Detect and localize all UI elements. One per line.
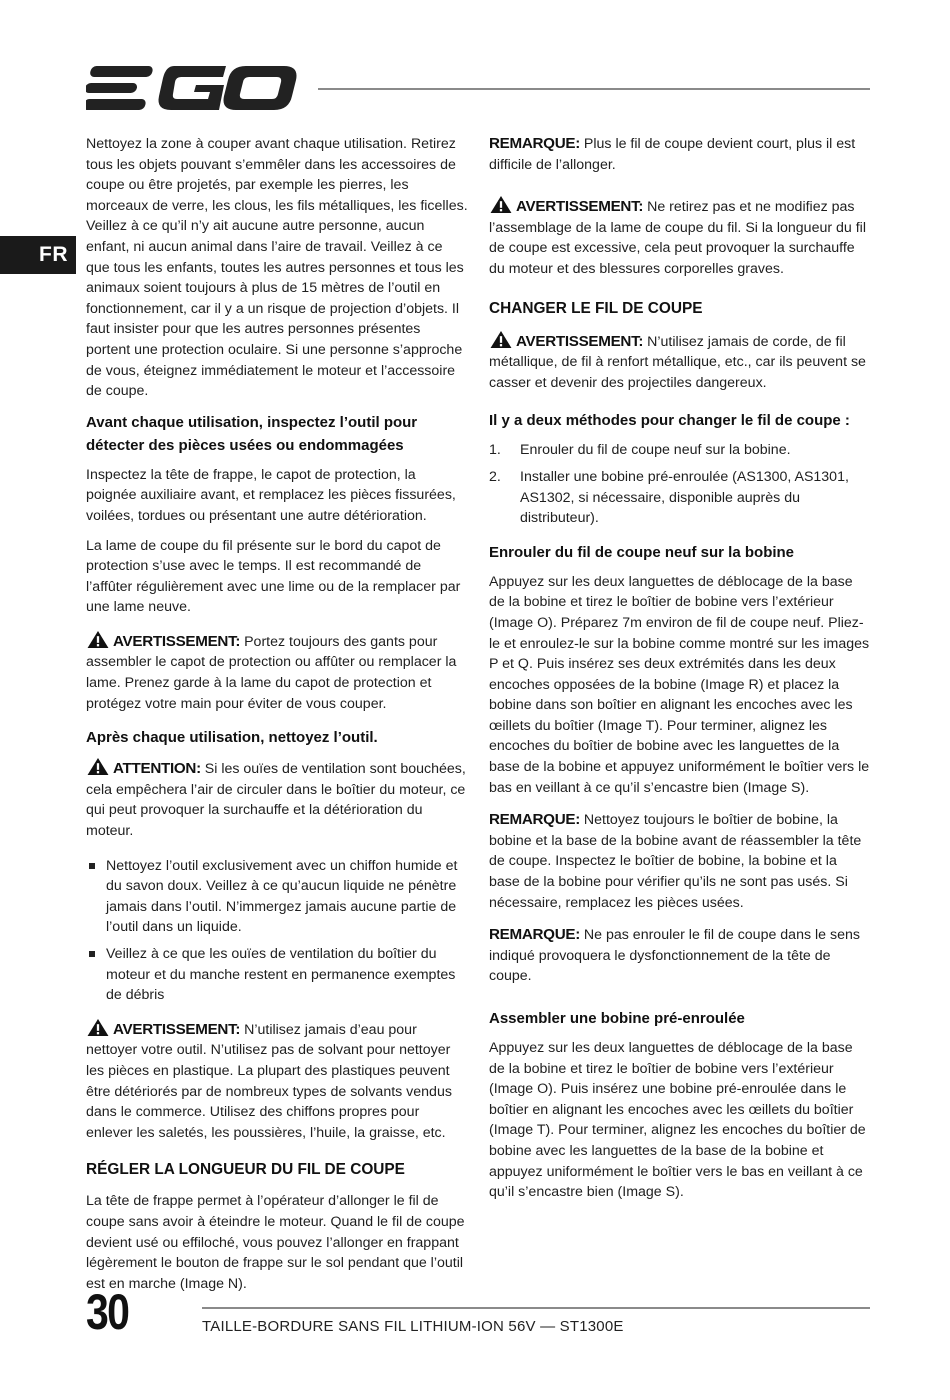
warning-label: AVERTISSEMENT: xyxy=(113,1020,241,1038)
wind-heading: Enrouler du fil de coupe neuf sur la bobine xyxy=(489,543,795,561)
warning-triangle-icon xyxy=(86,757,110,776)
remark-label: REMARQUE: xyxy=(489,926,580,944)
remark-text: Ne pas enrouler le fil de coupe dans le sens indiqué provoquera le dysfonctionnement de la tête de coupe. xyxy=(489,927,860,985)
prewound-heading: Assembler une bobine pré-enroulée xyxy=(489,1010,745,1027)
warning-text: N’utilisez jamais d’eau pour nettoyer votre outil. N’utilisez pas de solvant pour nettoyer les pièces en plastique. La plupart des plastiques peuvent être détériorés par de nombreux types de solvants vendus dans le commerce. Utilisez des chiffons propres pour enlever les saletés, les poussières, l’huile, la graisse, etc. xyxy=(86,1021,452,1141)
left-column xyxy=(86,134,468,1303)
bullet-text: Veillez à ce que les ouïes de ventilation du boîtier du moteur et du manche restent en permanence exemptes de débris xyxy=(106,946,456,1004)
remark-label: REMARQUE: xyxy=(489,135,580,152)
warning-triangle-icon xyxy=(86,630,110,649)
bullet-text: Nettoyez l’outil exclusivement avec un chiffon humide et du savon doux. Veillez à ce qu’aucun liquide ne pénètre jamais dans l’outil. N’immergez jamais aucune partie de l’outil dans un liquide. xyxy=(106,857,458,936)
warning-triangle-icon xyxy=(489,330,513,349)
prewound-paragraph: Appuyez sur les deux languettes de déblocage de la base de la bobine et tirez le boîtier de bobine vers l’extérieur (Image O). Puis insérez une bobine pré-enroulée dans le boîtier en alignant les encoches avec les œillets du boîtier (Image T). Pour terminer, alignez les encoches du boîtier de bobine avec les languettes de la base de la bobine et appuyez uniformément le boîtier vers le bas en veillant à ce qu’il s’encastre bien (Image S). xyxy=(489,1040,866,1201)
remark-clean-spool xyxy=(489,810,871,913)
warning-water xyxy=(86,1018,468,1144)
remark-text: Nettoyez toujours le boîtier de bobine, la bobine et la base de la bobine avant de réassembler la tête de coupe. Inspectez le boîtier de bobine, la bobine et la base de la bobine pour vérifier qu’ils ne sont pas usés. Si nécessaire, remplacez les pièces usées. xyxy=(489,812,862,911)
warning-rope xyxy=(489,330,871,394)
list-item xyxy=(86,944,468,1006)
warning-blade-assembly xyxy=(489,195,871,279)
warning-label: AVERTISSEMENT: xyxy=(516,332,644,350)
length-paragraph: La tête de frappe permet à l’opérateur d’allonger le fil de coupe sans avoir à éteindre le moteur. Quand le fil de coupe devient usé ou effiloché, vous pouvez l’allonger en frappant légèrement le bouton de frappe sur le sol pendant que l’outil est en marche (Image N). xyxy=(86,1193,465,1292)
inspect-heading: Avant chaque utilisation, inspectez l’outil pour détecter des pièces usées ou endommagées xyxy=(86,413,418,454)
page-number: 30 xyxy=(86,1284,129,1340)
warning-triangle-icon xyxy=(489,195,513,214)
attention-text: Si les ouïes de ventilation sont bouchées, cela empêchera l’air de circuler dans le boîtier du moteur, ce qui peut provoquer la surchauffe et la détérioration du moteur. xyxy=(86,761,466,840)
warning-label: AVERTISSEMENT: xyxy=(516,198,644,216)
header-rule xyxy=(318,88,870,90)
bullet-square-icon xyxy=(89,863,95,869)
step-number: 1. xyxy=(489,442,501,459)
attention-label: ATTENTION: xyxy=(113,760,201,778)
warning-text: Ne retirez pas et ne modifiez pas l’assemblage de la lame de coupe du fil. Si la longueur du fil de coupe est excessive, cela peut provoquer la surchauffe du moteur et des blessures corporelles graves. xyxy=(489,199,866,277)
warning-text: N’utilisez jamais de corde, de fil métallique, de fil à renfort métallique, etc., car ils peuvent se casser et devenir des projectiles dangereux. xyxy=(489,333,866,391)
step-text: Installer une bobine pré-enroulée (AS1300, AS1301, AS1302, si nécessaire, disponible auprès du distributeur). xyxy=(520,468,849,527)
list-item xyxy=(489,440,871,461)
language-tab: FR xyxy=(0,236,76,274)
methods-heading: Il y a deux méthodes pour changer le fil de coupe : xyxy=(489,412,850,430)
warning-label: AVERTISSEMENT: xyxy=(113,632,241,650)
change-line-section-title: CHANGER LE FIL DE COUPE xyxy=(489,299,703,317)
length-section-title: RÉGLER LA LONGUEUR DU FIL DE COUPE xyxy=(86,1161,405,1179)
inspect-paragraph-1: Inspectez la tête de frappe, le capot de protection, la poignée auxiliaire avant, et remplacez les pièces fissurées, voilées, tordues ou présentant une autre détérioration. xyxy=(86,466,456,524)
intro-paragraph: Nettoyez la zone à couper avant chaque utilisation. Retirez tous les objets pouvant s’emmêler dans les accessoires de coupe ou être projetés, par exemple les pierres, les morceaux de verre, les clous, les fils métalliques, les ficelles. Veillez à ce qu’il n’y ait aucune autre personne, aucun enfant, ni aucun animal dans l’aire de travail. Veillez à ce que tous les enfants, toutes les autres personnes et tous les animaux soient toujours à plus de 15 mètres de l’outil en fonctionnement, car il y a un risque de projection d’objets. Il faut insister pour que les autres personnes présentes portent une protection oculaire. Si une personne s’approche de vous, éteignez immédiatement le moteur et l’accessoire de coupe. xyxy=(86,136,468,400)
remark-wind-direction xyxy=(489,925,871,987)
warning-text: Portez toujours des gants pour assembler le capot de protection ou affûter ou remplacer la lame. Prenez garde à la lame du capot de protection et protégez votre main pour éviter de vous couper. xyxy=(86,633,457,712)
warning-triangle-icon xyxy=(86,1018,110,1037)
cleaning-bullet-list xyxy=(86,856,468,1006)
ego-logo xyxy=(86,64,298,112)
footer-rule xyxy=(202,1307,870,1309)
warning-gloves xyxy=(86,630,468,714)
list-item xyxy=(86,856,468,938)
step-number: 2. xyxy=(489,468,501,485)
step-text: Enrouler du fil de coupe neuf sur la bobine. xyxy=(520,442,791,459)
right-column xyxy=(489,134,871,1212)
clean-heading: Après chaque utilisation, nettoyez l’outil. xyxy=(86,729,378,747)
inspect-paragraph-2: La lame de coupe du fil présente sur le bord du capot de protection s’use avec le temps. Il est recommandé de l’affûter régulièrement avec une lime ou de la remplacer par une lame neuve. xyxy=(86,537,461,616)
footer-title: TAILLE-BORDURE SANS FIL LITHIUM-ION 56V — ST1300E xyxy=(202,1318,624,1335)
remark-text: Plus le fil de coupe devient court, plus il est difficile de l’allonger. xyxy=(489,136,856,173)
remark-shorter-line xyxy=(489,134,871,175)
attention-ventilation xyxy=(86,757,468,841)
wind-paragraph: Appuyez sur les deux languettes de déblocage de la base de la bobine et tirez le boîtier de bobine vers l’extérieur (Image O). Préparez 7m environ de fil de coupe neuf. Pliez-le et enroulez-le sur la bobine comme montré sur les images P et Q. Puis insérez ses deux extrémités dans les deux encoches opposées de la bobine (Image R) et placez la bobine dans son boîtier en alignant les encoches avec les œillets du boîtier (Image T). Pour terminer, alignez les encoches du boîtier de bobine avec les languettes de la base de la bobine et appuyez uniformément le boîtier vers le bas en veillant à ce qu’il s’encastre bien (Image S). xyxy=(489,573,870,796)
remark-label: REMARQUE: xyxy=(489,811,580,829)
list-item xyxy=(489,467,871,529)
methods-list xyxy=(489,440,871,528)
bullet-square-icon xyxy=(89,951,95,957)
